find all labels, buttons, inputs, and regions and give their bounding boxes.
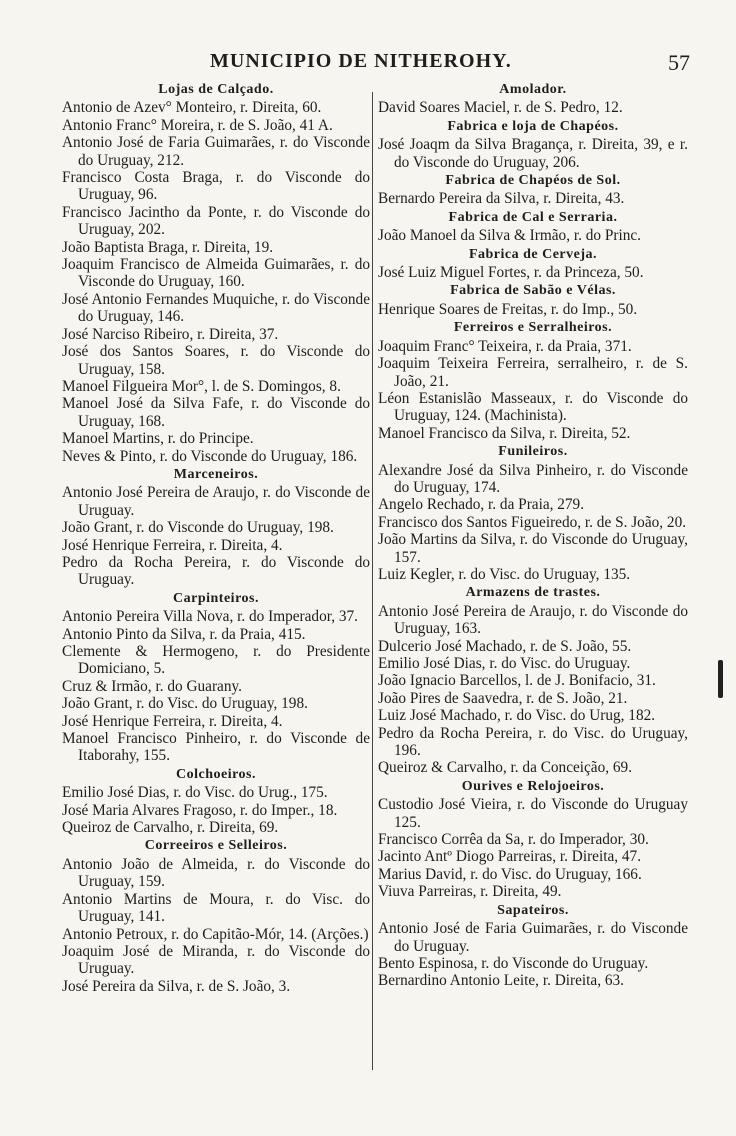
section-heading-fabrica-de-chapeos-de-sol: Fabrica de Chapéos de Sol.: [445, 173, 621, 189]
directory-entry: Joaquim Franc° Teixeira, r. da Praia, 371.: [378, 337, 632, 355]
directory-entry: Emilio José Dias, r. do Visc. do Uruguay.: [378, 655, 631, 672]
directory-entry: David Soares Maciel, r. de S. Pedro, 12.: [378, 99, 623, 117]
directory-entry: José Henrique Ferreira, r. Direita, 4.: [62, 712, 283, 730]
directory-entry: Queiroz de Carvalho, r. Direita, 69.: [62, 819, 279, 837]
directory-entry: Antonio João de Almeida, r. do Visconde do Uruguay, 159.: [62, 855, 370, 891]
margin-ink-mark: [718, 660, 723, 698]
section-heading-fabrica-de-cal-e-serraria: Fabrica de Cal e Serraria.: [448, 209, 618, 225]
section-heading-ferreiros-e-serralheiros: Ferreiros e Serralheiros.: [453, 320, 613, 336]
directory-entry: Cruz & Irmão, r. do Guarany.: [62, 677, 242, 695]
directory-entry: Joaquim Francisco de Almeida Guimarães, r. do Visconde do Uruguay, 160.: [62, 256, 370, 291]
section-heading-fabrica-e-loja-de-chapeos: Fabrica e loja de Chapéos.: [447, 118, 619, 134]
directory-entry: Antonio Pinto da Silva, r. da Praia, 415.: [62, 625, 306, 643]
section-heading-armazens-de-trastes: Armazens de trastes.: [465, 585, 601, 601]
directory-entry: José Joaqm da Silva Bragança, r. Direita, 39, e r. do Visconde do Uruguay, 206.: [378, 136, 688, 171]
directory-entry: Antonio José Pereira de Araujo, r. do Visconde de Uruguay.: [62, 484, 370, 519]
directory-entry: Dulcerio José Machado, r. de S. João, 55.: [378, 637, 632, 655]
directory-entry: Bernardo Pereira da Silva, r. Direita, 43.: [378, 190, 625, 208]
directory-entry: Antonio Petroux, r. do Capitão-Mór, 14. (Arções.): [62, 925, 369, 943]
right-column: [378, 80, 688, 990]
directory-entry: Angelo Rechado, r. da Praia, 279.: [378, 496, 585, 514]
directory-entry: José Maria Alvares Fragoso, r. do Imper., 18.: [62, 801, 338, 819]
directory-entry: Manoel Francisco da Silva, r. Direita, 52.: [378, 424, 631, 442]
directory-entry: Custodio José Vieira, r. do Visconde do Uruguay 125.: [378, 796, 688, 831]
directory-entry: Manoel Filgueira Mor°, l. de S. Domingos, 8.: [62, 377, 341, 395]
directory-entry: Marius David, r. do Visc. do Uruguay, 166.: [378, 865, 642, 883]
directory-entry: Manoel Francisco Pinheiro, r. do Visconde de Itaborahy, 155.: [62, 730, 370, 765]
directory-entry: Manoel Martins, r. do Principe.: [62, 430, 254, 448]
directory-entry: Pedro da Rocha Pereira, r. do Visc. do Uruguay, 196.: [378, 724, 688, 760]
section-heading-carpinteiros: Carpinteiros.: [173, 590, 259, 606]
page-number: 57: [668, 50, 690, 75]
directory-entry: João Manoel da Silva & Irmão, r. do Princ.: [378, 227, 641, 245]
directory-entry: Bernardino Antonio Leite, r. Direita, 63.: [378, 972, 624, 990]
directory-entry: Clemente & Hermogeno, r. do Presidente Domiciano, 5.: [62, 643, 370, 678]
section-heading-fabrica-de-sabao-e-velas: Fabrica de Sabão e Vélas.: [450, 283, 616, 299]
directory-entry: Manoel José da Silva Fafe, r. do Visconde do Uruguay, 168.: [62, 395, 370, 430]
directory-entry: Francisco Corrêa da Sa, r. do Imperador, 30.: [378, 831, 649, 849]
section-heading-ourives-e-relojoeiros: Ourives e Relojoeiros.: [461, 778, 605, 794]
directory-entry: José Antonio Fernandes Muquiche, r. do Visconde do Uruguay, 146.: [62, 290, 370, 326]
directory-entry: Viuva Parreiras, r. Direita, 49.: [378, 883, 562, 901]
directory-entry: Jacinto Antº Diogo Parreiras, r. Direita, 47.: [378, 848, 642, 866]
directory-entry: Joaquim José de Miranda, r. do Visconde do Uruguay.: [62, 942, 370, 978]
directory-entry: Antonio Franc° Moreira, r. de S. João, 41 A.: [62, 116, 333, 134]
section-heading-colchoeiros: Colchoeiros.: [175, 766, 256, 782]
directory-entry: João Martins da Silva, r. do Visconde do Uruguay, 157.: [378, 531, 688, 566]
directory-entry: Francisco Jacintho da Ponte, r. do Visconde do Uruguay, 202.: [62, 203, 370, 239]
directory-entry: Luiz José Machado, r. do Visc. do Urug, 182.: [378, 707, 656, 725]
directory-entry: José Luiz Miguel Fortes, r. da Princeza, 50.: [378, 264, 644, 282]
directory-entry: Luiz Kegler, r. do Visc. do Uruguay, 135.: [378, 565, 631, 583]
directory-entry: João Grant, r. do Visconde do Uruguay, 198.: [62, 519, 334, 537]
column-divider: [372, 92, 373, 1070]
directory-entry: Neves & Pinto, r. do Visconde do Uruguay, 186.: [62, 447, 358, 465]
directory-entry: Antonio de Azev° Monteiro, r. Direita, 60.: [62, 99, 322, 117]
directory-entry: Bento Espinosa, r. do Visconde do Uruguay.: [378, 954, 649, 972]
directory-entry: João Ignacio Barcellos, l. de J. Bonifacio, 31.: [378, 672, 656, 690]
left-column: [62, 80, 370, 995]
section-heading-amolador: Amolador.: [499, 82, 567, 97]
directory-entry: Francisco dos Santos Figueiredo, r. de S. João, 20.: [378, 513, 687, 531]
directory-entry: Henrique Soares de Freitas, r. do Imp., 50.: [378, 300, 638, 318]
directory-entry: João Grant, r. do Visc. do Uruguay, 198.: [62, 695, 308, 713]
directory-entry: Emilio José Dias, r. do Visc. do Urug., 175.: [62, 784, 328, 802]
page-header: [60, 50, 690, 84]
directory-entry: Antonio Martins de Moura, r. do Visc. do Uruguay, 141.: [62, 890, 370, 926]
directory-entry: Queiroz & Carvalho, r. da Conceição, 69.: [378, 759, 633, 777]
directory-entry: José Pereira da Silva, r. de S. João, 3.: [62, 977, 291, 995]
directory-entry: Antonio José Pereira de Araujo, r. do Visconde do Uruguay, 163.: [378, 602, 688, 638]
directory-entry: Pedro da Rocha Pereira, r. do Visconde do Uruguay.: [62, 553, 370, 589]
directory-entry: João Pires de Saavedra, r. de S. João, 21.: [378, 689, 628, 707]
section-heading-sapateiros: Sapateiros.: [497, 902, 569, 918]
section-heading-marceneiros: Marceneiros.: [173, 466, 259, 482]
section-heading-correeiros-e-selleiros: Correeiros e Selleiros.: [144, 838, 288, 854]
directory-entry: Francisco Costa Braga, r. do Visconde do Uruguay, 96.: [62, 169, 370, 204]
directory-entry: Antonio Pereira Villa Nova, r. do Imperador, 37.: [62, 608, 358, 626]
directory-entry: José dos Santos Soares, r. do Visconde do Uruguay, 158.: [62, 343, 370, 378]
directory-entry: João Baptista Braga, r. Direita, 19.: [62, 238, 274, 256]
directory-entry: Antonio José de Faria Guimarães, r. do Visconde do Uruguay, 212.: [62, 134, 370, 169]
directory-entry: Joaquim Teixeira Ferreira, serralheiro, r. de S. João, 21.: [378, 355, 688, 390]
directory-entry: José Narciso Ribeiro, r. Direita, 37.: [62, 325, 279, 343]
directory-entry: Antonio José de Faria Guimarães, r. do Visconde do Uruguay.: [378, 920, 688, 955]
directory-entry: Alexandre José da Silva Pinheiro, r. do Visconde do Uruguay, 174.: [378, 461, 688, 496]
directory-entry: Léon Estanislão Masseaux, r. do Visconde do Uruguay, 124. (Machinista).: [378, 389, 688, 425]
section-heading-lojas-de-calcado: Lojas de Calçado.: [158, 82, 274, 97]
directory-entry: José Henrique Ferreira, r. Direita, 4.: [62, 536, 283, 554]
section-heading-fabrica-de-cerveja: Fabrica de Cerveja.: [468, 246, 598, 262]
section-heading-funileiros: Funileiros.: [498, 444, 568, 460]
page-title: MUNICIPIO DE NITHEROHY.: [210, 50, 512, 72]
